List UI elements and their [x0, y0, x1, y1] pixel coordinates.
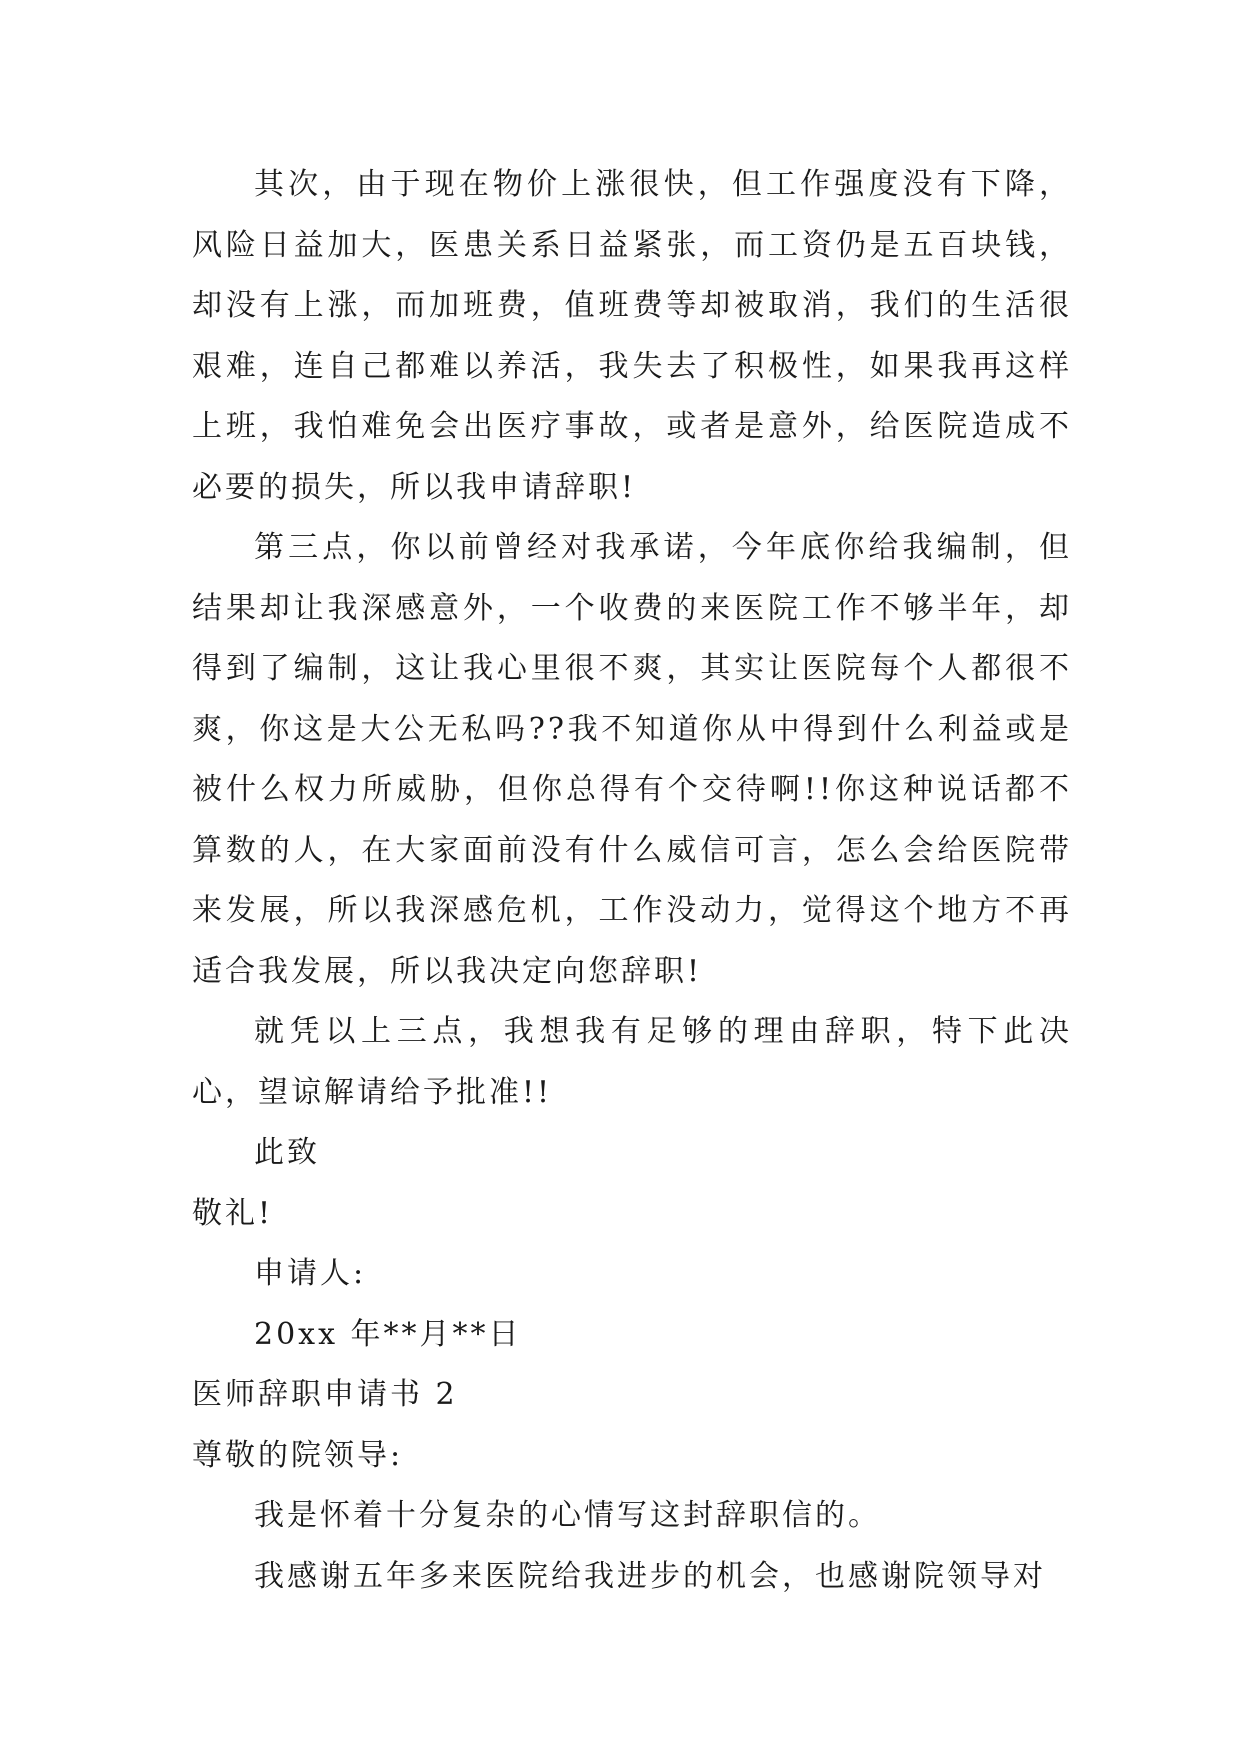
closing-jingli: 敬礼! [192, 1195, 274, 1231]
paragraph-second-reason: 其次，由于现在物价上涨很快，但工作强度没有下降，风险日益加大，医患关系日益紧张，而工资仍是五百块钱，却没有上涨，而加班费，值班费等却被取消，我们的生活很艰难，连自己都难以养活，我失去了积极性，如果我再这样上班，我怕难免会出医疗事故，或者是意外，给医院造成不必要的损失，所以我申请辞职! [192, 167, 1072, 505]
salutation: 尊敬的院领导: [192, 1437, 404, 1473]
paragraph-intro: 我是怀着十分复杂的心情写这封辞职信的。 [254, 1498, 881, 1533]
date-line: 20xx 年**月**日 [254, 1316, 522, 1352]
closing-cizhi: 此致 [254, 1135, 320, 1170]
paragraph-conclusion: 就凭以上三点，我想我有足够的理由辞职，特下此决心，望谅解请给予批准!! [192, 1014, 1072, 1110]
paragraph-thanks: 我感谢五年多来医院给我进步的机会，也感谢院领导对 [254, 1558, 1046, 1594]
document-body [192, 155, 1072, 1607]
paragraph-third-reason: 第三点，你以前曾经对我承诺，今年底你给我编制，但结果却让我深感意外，一个收费的来医院工作不够半年，却得到了编制，这让我心里很不爽，其实让医院每个人都很不爽，你这是大公无私吗??我不知道你从中得到什么利益或是被什么权力所威胁，但你总得有个交待啊!!你这种说话都不算数的人，在大家面前没有什么威信可言，怎么会给医院带来发展，所以我深感危机，工作没动力，觉得这个地方不再适合我发展，所以我决定向您辞职! [192, 530, 1072, 989]
section-title: 医师辞职申请书 2 [192, 1377, 458, 1412]
signature-label: 申请人: [254, 1256, 367, 1291]
